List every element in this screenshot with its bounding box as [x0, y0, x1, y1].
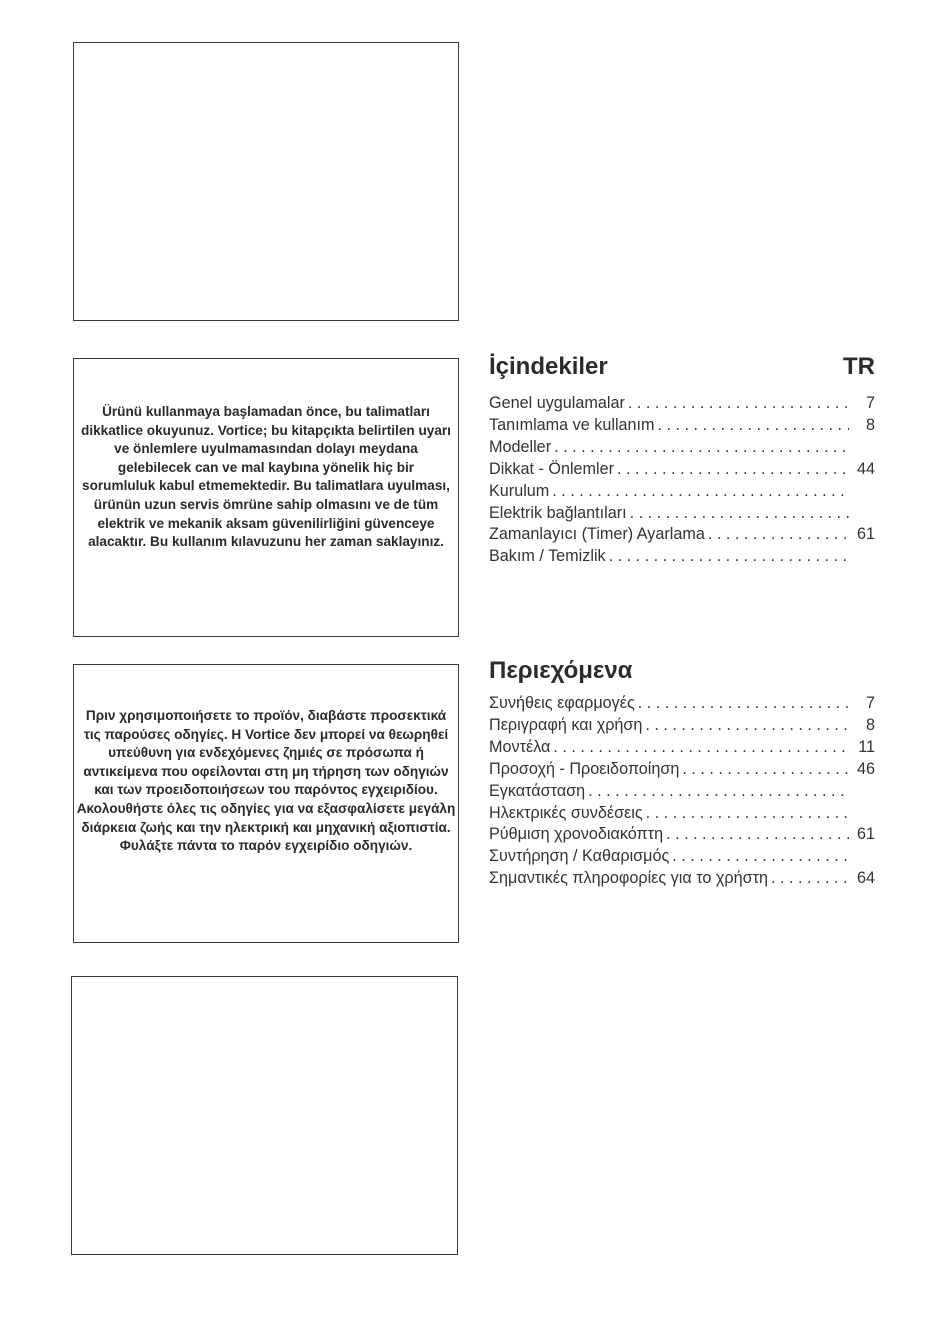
toc-entry-page: 61: [856, 825, 875, 844]
toc-entry: [489, 415, 875, 437]
toc-entry-page: 7: [865, 694, 875, 712]
toc-turkish-title: İçindekiler: [489, 353, 608, 380]
toc-entry: [489, 481, 875, 503]
toc-entry: [489, 737, 875, 759]
empty-box-top: [73, 42, 459, 321]
toc-entry-label: Περιγραφή και χρήση: [489, 715, 643, 734]
toc-turkish-header: [489, 353, 875, 387]
toc-greek-list: [489, 693, 875, 890]
toc-leader-dots: [642, 715, 849, 737]
toc-entry-page: 11: [858, 737, 875, 756]
toc-leader-dots: [627, 503, 849, 525]
toc-entry-label: Σημαντικές πληροφορίες για το χρήστη: [489, 869, 768, 888]
toc-entry: [489, 546, 875, 568]
greek-notice-box: [73, 664, 459, 943]
turkish-notice-box: [73, 358, 459, 637]
toc-leader-dots: [606, 546, 849, 568]
toc-leader-dots: [635, 693, 849, 715]
toc-entry-page: 8: [865, 415, 875, 434]
toc-entry: [489, 715, 875, 737]
toc-entry-label: Genel uygulamalar: [489, 394, 625, 412]
toc-entry-label: Modeller: [489, 437, 552, 456]
toc-leader-dots: [679, 759, 849, 781]
toc-entry-label: Tanımlama ve kullanım: [489, 415, 655, 434]
toc-entry: [489, 503, 875, 525]
toc-turkish-list: [489, 393, 875, 568]
toc-greek-header: [489, 657, 875, 691]
toc-leader-dots: [663, 824, 849, 846]
toc-entry-label: Ρύθμιση χρονοδιακόπτη: [489, 825, 664, 844]
toc-entry: [489, 693, 875, 715]
toc-leader-dots: [705, 524, 849, 546]
toc-entry: [489, 524, 875, 546]
toc-entry-label: Elektrik bağlantıları: [489, 503, 627, 522]
greek-notice-text: Πριν χρησιμοποιήσετε το προϊόν, διαβάστε προσεκτικά τις παρούσες οδηγίες. Η Vortice δεν μπορεί να θεωρηθεί υπεύθυνη για ενδεχόμενες ζημιές σε πρόσωπα ή αντικείμενα που οφείλονται στη μη τήρηση των οδηγιών και των προειδοποιήσεων του παρόντος εγχειριδίου. Ακολουθήστε όλες τις οδηγίες για να εξασφαλίσετε μεγάλη διάρκεια ζωής και την ηλεκτρική και μηχανική αξιοπιστία. Φυλάξτε πάντα το παρόν εγχειρίδιο οδηγιών.: [76, 708, 456, 854]
toc-greek: [489, 657, 875, 890]
toc-leader-dots: [643, 803, 849, 825]
toc-leader-dots: [669, 846, 849, 868]
toc-leader-dots: [550, 737, 849, 759]
toc-turkish: [489, 353, 875, 568]
toc-greek-title: Περιεχόμενα: [489, 657, 633, 684]
toc-entry-page: 8: [865, 715, 875, 734]
toc-leader-dots: [655, 415, 849, 437]
toc-entry-page: 44: [856, 459, 875, 478]
empty-box-bottom: [71, 976, 458, 1255]
toc-entry-page: 7: [865, 394, 875, 412]
toc-entry: [489, 846, 875, 868]
toc-entry-label: Bakım / Temizlik: [489, 547, 606, 566]
turkish-notice-text: Ürünü kullanmaya başlamadan önce, bu talimatları dikkatlice okuyunuz. Vortice; bu kitapçıkta belirtilen uyarı ve önlemlere uyulmamasından dolayı meydana gelebilecek can ve mal kaybına yönelik hiç bir sorumluluk kabul etmemektedir. Bu talimatlara uyulması, ürünün uzun servis ömrüne sahip olmasını ve de tüm elektrik ve mekanik aksam güvenilirliğini güvenceye alacaktır. Bu kullanım kılavuzunu her zaman saklayınız.: [81, 404, 451, 550]
toc-entry-page: 46: [856, 759, 875, 778]
toc-entry: [489, 868, 875, 890]
toc-entry-label: Kurulum: [489, 481, 550, 500]
toc-leader-dots: [768, 868, 849, 890]
toc-entry-page: 61: [856, 525, 875, 544]
toc-entry-label: Εγκατάσταση: [489, 781, 586, 800]
toc-entry-label: Συντήρηση / Καθαρισμός: [489, 847, 670, 866]
toc-entry-label: Συνήθεις εφαρμογές: [489, 694, 635, 712]
toc-entry-label: Zamanlayıcı (Timer) Ayarlama: [489, 525, 705, 544]
toc-entry-page: 64: [856, 869, 875, 888]
toc-entry: [489, 437, 875, 459]
toc-entry-label: Dikkat - Önlemler: [489, 459, 615, 478]
toc-leader-dots: [551, 437, 849, 459]
toc-leader-dots: [625, 393, 849, 415]
toc-entry-label: Προσοχή - Προειδοποίηση: [489, 759, 680, 778]
toc-entry: [489, 759, 875, 781]
toc-leader-dots: [614, 459, 849, 481]
toc-entry: [489, 393, 875, 415]
toc-entry: [489, 824, 875, 846]
toc-leader-dots: [549, 481, 849, 503]
toc-language-code: TR: [843, 353, 875, 380]
toc-entry-label: Ηλεκτρικές συνδέσεις: [489, 803, 643, 822]
toc-entry-label: Μοντέλα: [489, 737, 551, 756]
toc-leader-dots: [585, 781, 849, 803]
toc-entry: [489, 803, 875, 825]
toc-entry: [489, 781, 875, 803]
toc-entry: [489, 459, 875, 481]
